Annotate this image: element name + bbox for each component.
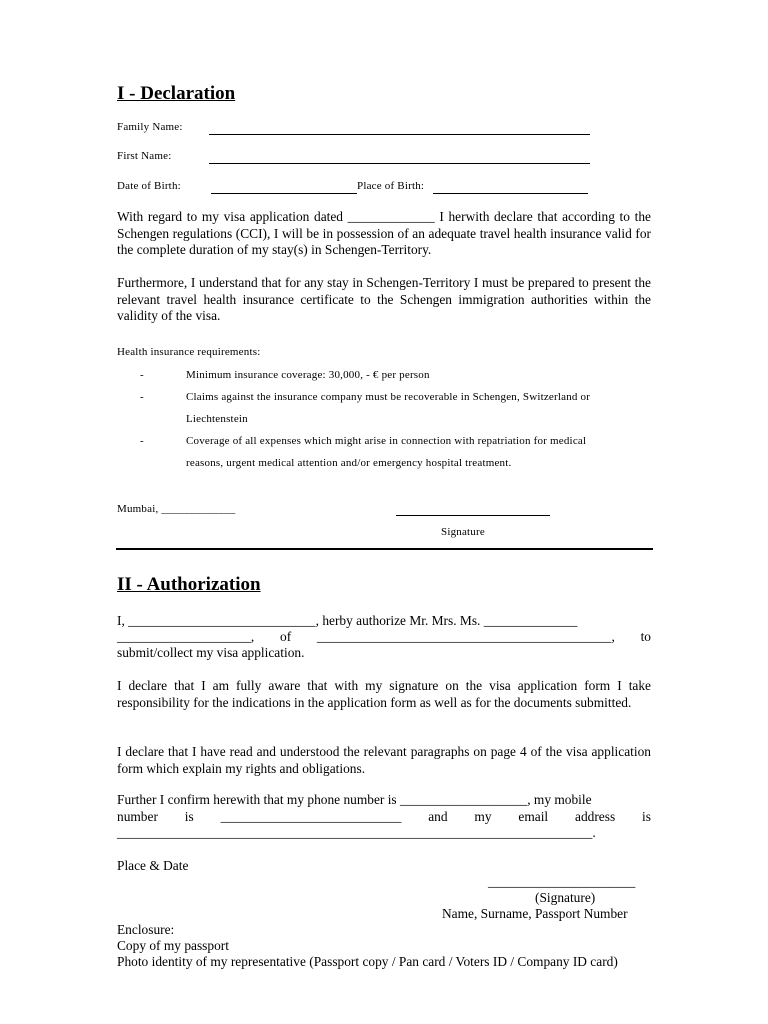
pob-field[interactable] bbox=[433, 193, 588, 194]
name-surname-passport-label: Name, Surname, Passport Number bbox=[442, 906, 628, 921]
family-name-field[interactable] bbox=[209, 134, 590, 135]
authorization-line-3: submit/collect my visa application. bbox=[117, 645, 305, 660]
place-mumbai: Mumbai, _____________ bbox=[117, 503, 236, 515]
mobile-line-word-7: is bbox=[642, 809, 651, 824]
requirement-3-cont: reasons, urgent medical attention and/or emergency hospital treatment. bbox=[186, 457, 512, 469]
mobile-line-word-3: and bbox=[428, 809, 448, 824]
bullet-1: - bbox=[140, 369, 144, 381]
authorization-line-2 bbox=[117, 629, 651, 645]
declaration-paragraph-1: With regard to my visa application dated _____________ I herwith declare that according to the Schengen regulations (CCI), I will be in possession of an adequate travel health insurance valid for the complete duration of my stay(s) in Schengen-Territory. bbox=[117, 209, 651, 257]
mobile-line-word-4: my bbox=[474, 809, 492, 824]
declaration-paragraph-2: Furthermore, I understand that for any stay in Schengen-Territory I must be prepared to present the relevant travel health insurance certificate to the Schengen immigration authorities within the validity of the visa. bbox=[117, 275, 651, 323]
authorization-signature-label: (Signature) bbox=[535, 890, 596, 905]
enclosure-item-2: Photo identity of my representative (Passport copy / Pan card / Voters ID / Company ID card) bbox=[117, 954, 618, 969]
mobile-line-word-6: address bbox=[575, 809, 616, 824]
declaration-signature-label: Signature bbox=[441, 526, 485, 538]
dob-label: Date of Birth: bbox=[117, 180, 181, 192]
bullet-3: - bbox=[140, 435, 144, 447]
authorization-line-2-part-3: ____________________________________________, bbox=[316, 629, 615, 644]
authorization-line-2-part-1: ____________________, bbox=[117, 629, 255, 644]
requirement-3: Coverage of all expenses which might arise in connection with repatriation for medical bbox=[186, 435, 587, 447]
email-line: _______________________________________________________________________. bbox=[117, 825, 596, 840]
requirement-2: Claims against the insurance company must be recoverable in Schengen, Switzerland or bbox=[186, 391, 591, 403]
authorization-line-2-part-2: of bbox=[280, 629, 292, 644]
family-name-label: Family Name: bbox=[117, 121, 183, 133]
authorization-heading: II - Authorization bbox=[117, 574, 261, 595]
authorization-paragraph-1: I declare that I am fully aware that with my signature on the visa application form I take responsibility for the indications in the application form as well as for the documents submitted. bbox=[117, 678, 651, 710]
dob-field[interactable] bbox=[211, 193, 357, 194]
place-date-label: Place & Date bbox=[117, 858, 189, 873]
enclosure-item-1: Copy of my passport bbox=[117, 938, 229, 953]
mobile-line bbox=[117, 809, 651, 825]
authorization-paragraph-2: I declare that I have read and understood the relevant paragraphs on page 4 of the visa application form which explain my rights and obligations. bbox=[117, 744, 651, 776]
authorization-signature-line[interactable]: ______________________ bbox=[488, 874, 636, 889]
requirement-1: Minimum insurance coverage: 30,000, - € per person bbox=[186, 369, 430, 381]
authorization-line-2-part-4: to bbox=[640, 629, 651, 644]
pob-label: Place of Birth: bbox=[357, 180, 425, 192]
mobile-line-blank: ___________________________ bbox=[220, 809, 402, 824]
mobile-line-word-1: number bbox=[117, 809, 158, 824]
enclosure-title: Enclosure: bbox=[117, 922, 175, 937]
mobile-line-word-2: is bbox=[184, 809, 194, 824]
phone-line: Further I confirm herewith that my phone number is ___________________, my mobile bbox=[117, 792, 592, 807]
first-name-label: First Name: bbox=[117, 150, 172, 162]
declaration-signature-line[interactable] bbox=[396, 515, 550, 516]
requirements-title: Health insurance requirements: bbox=[117, 346, 261, 358]
section-divider bbox=[116, 548, 653, 550]
authorization-line-1: I, ____________________________, herby authorize Mr. Mrs. Ms. ______________ bbox=[117, 613, 578, 628]
declaration-heading: I - Declaration bbox=[117, 83, 236, 104]
requirement-2-cont: Liechtenstein bbox=[186, 413, 248, 425]
first-name-field[interactable] bbox=[209, 163, 590, 164]
mobile-line-word-5: email bbox=[518, 809, 549, 824]
bullet-2: - bbox=[140, 391, 144, 403]
